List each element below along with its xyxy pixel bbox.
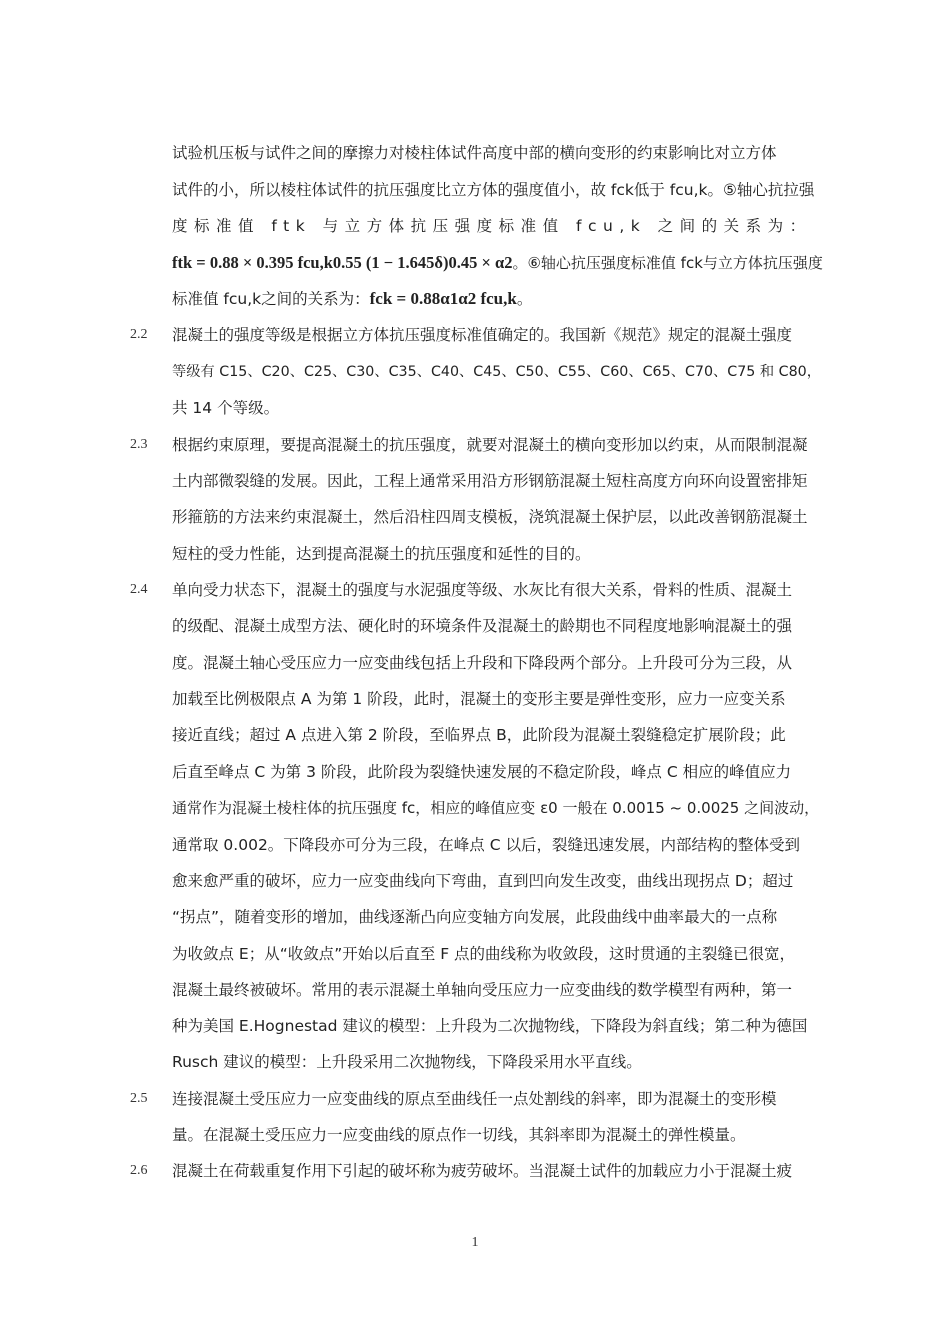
- text-line: 种为美国 E.Hognestad 建议的模型：上升段为二次抛物线，下降段为斜直线；第二种为德国: [172, 1017, 808, 1035]
- text-line: 土内部微裂缝的发展。因此，工程上通常采用沿方形钢筋混凝土短柱高度方向环向设置密排矩: [172, 472, 808, 490]
- text-line: 形箍筋的方法来约束混凝土，然后沿柱四周支模板，浇筑混凝土保护层，以此改善钢筋混凝土: [172, 508, 808, 526]
- text-line: 混凝土在荷载重复作用下引起的破坏称为疲劳破坏。当混凝土试件的加载应力小于混凝土疲: [172, 1162, 793, 1180]
- formula-ftk: ftk = 0.88 × 0.395 fcu,k0.55 (1 − 1.645δ)0.45 × α2: [172, 253, 513, 272]
- text-line: 度。混凝土轴心受压应力一应变曲线包括上升段和下降段两个部分。上升段可分为三段，从: [172, 654, 793, 672]
- text-line: 连接混凝土受压应力一应变曲线的原点至曲线任一点处割线的斜率，即为混凝土的变形模: [172, 1090, 777, 1108]
- text-line: 通常取 0.002。下降段亦可分为三段，在峰点 C 以后，裂缝迅速发展，内部结构的整体受到: [172, 836, 800, 854]
- text-line: 等级有 C15、C20、C25、C30、C35、C40、C45、C50、C55、C60、C65、C70、C75 和 C80，: [172, 364, 821, 380]
- text-line: 共 14 个等级。: [172, 399, 280, 417]
- text-fragment: 。⑥轴心抗压强度标准值 fck与立方体抗压强度: [512, 254, 823, 272]
- text-line: 度标准值 ftk 与立方体抗压强度标准值 fcu,k 之间的关系为：: [172, 217, 812, 235]
- item-number: 2.4: [130, 582, 148, 597]
- text-line: 为收敛点 E；从“收敛点”开始以后直至 F 点的曲线称为收敛段，这时贯通的主裂缝已很宽，: [172, 945, 796, 963]
- text-line: 混凝土的强度等级是根据立方体抗压强度标准值确定的。我国新《规范》规定的混凝土强度: [172, 326, 793, 344]
- item-number: 2.3: [130, 437, 148, 452]
- text-line: 试件的小，所以棱柱体试件的抗压强度比立方体的强度值小，故 fck低于 fcu,k。⑤轴心抗拉强: [172, 181, 815, 199]
- text-line: 后直至峰点 C 为第 3 阶段，此阶段为裂缝快速发展的不稳定阶段，峰点 C 相应的峰值应力: [172, 763, 792, 781]
- page-number: 1: [471, 1235, 479, 1250]
- text-line: 单向受力状态下，混凝土的强度与水泥强度等级、水灰比有很大关系，骨料的性质、混凝土: [172, 581, 793, 599]
- text-fragment: 。: [516, 290, 533, 308]
- text-line: 量。在混凝土受压应力一应变曲线的原点作一切线，其斜率即为混凝土的弹性模量。: [172, 1126, 746, 1144]
- text-line: 根据约束原理，要提高混凝土的抗压强度，就要对混凝土的横向变形加以约束，从而限制混凝: [172, 436, 808, 454]
- text-line: 通常作为混凝土棱柱体的抗压强度 fc，相应的峰值应变 ε0 一般在 0.0015 ~ 0.0025 之间波动，: [172, 799, 820, 817]
- text-line: 愈来愈严重的破坏，应力一应变曲线向下弯曲，直到凹向发生改变，曲线出现拐点 D；超过: [172, 872, 794, 890]
- formula-line: [172, 289, 824, 309]
- text-line: 短柱的受力性能，达到提高混凝土的抗压强度和延性的目的。: [172, 545, 591, 563]
- item-number: 2.5: [130, 1091, 148, 1106]
- text-fragment: 标准值 fcu,k之间的关系为：: [172, 290, 370, 308]
- item-number: 2.6: [130, 1163, 148, 1178]
- formula-line: [172, 253, 824, 273]
- text-line: 的级配、混凝土成型方法、硬化时的环境条件及混凝土的龄期也不同程度地影响混凝土的强: [172, 617, 793, 635]
- text-line: 试验机压板与试件之间的摩擦力对棱柱体试件高度中部的横向变形的约束影响比对立方体: [172, 144, 777, 162]
- text-line: 加载至比例极限点 A 为第 1 阶段，此时，混凝土的变形主要是弹性变形，应力一应变关系: [172, 690, 786, 708]
- item-number: 2.2: [130, 327, 148, 342]
- text-line: 混凝土最终被破坏。常用的表示混凝土单轴向受压应力一应变曲线的数学模型有两种，第一: [172, 981, 793, 999]
- text-line: Rusch 建议的模型：上升段采用二次抛物线，下降段采用水平直线。: [172, 1053, 642, 1071]
- text-line: “拐点”，随着变形的增加，曲线逐渐凸向应变轴方向发展，此段曲线中曲率最大的一点称: [172, 908, 778, 926]
- formula-fck: fck = 0.88α1α2 fcu,k: [369, 289, 517, 308]
- text-line: 接近直线；超过 A 点进入第 2 阶段，至临界点 B，此阶段为混凝土裂缝稳定扩展阶段；此: [172, 726, 786, 744]
